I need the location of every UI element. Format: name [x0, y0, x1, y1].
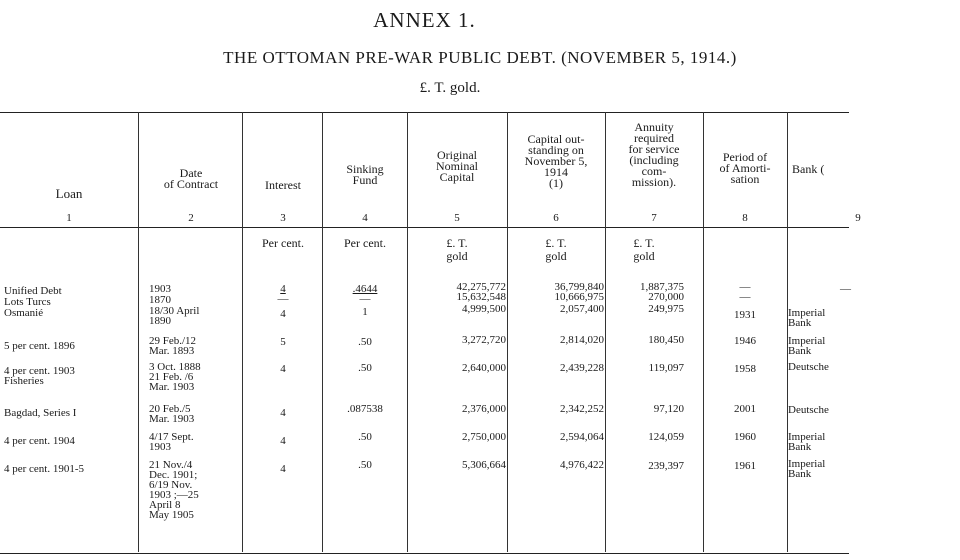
contract-date: 20 Feb./5 Mar. 1903 — [149, 403, 195, 425]
annuity: 119,097 — [648, 362, 684, 374]
loan-name: Osmanié — [4, 307, 44, 319]
amortisation-period: 2001 — [734, 403, 756, 415]
header-nominal-capital: Original Nominal Capital — [436, 148, 478, 184]
sinking-fund: .50 — [358, 459, 372, 471]
capital-outstanding: 4,976,422 — [560, 459, 604, 471]
bank: Imperial Bank — [788, 307, 826, 329]
column-number: 4 — [362, 212, 368, 224]
loan-name: Bagdad, Series I — [4, 407, 77, 419]
interest-rate: 4 — [280, 363, 286, 375]
loan-name: 4 per cent. 1903 Fisheries — [4, 365, 75, 387]
nominal-capital: 5,306,664 — [462, 459, 506, 471]
column-divider — [787, 112, 788, 552]
contract-date: 1870 — [149, 294, 171, 306]
annuity: 180,450 — [648, 334, 684, 346]
bank: Deutsche — [788, 361, 829, 373]
sinking-fund: .50 — [358, 431, 372, 443]
nominal-capital: 4,999,500 — [462, 303, 506, 315]
table-title: THE OTTOMAN PRE-WAR PUBLIC DEBT. (NOVEMBER 5, 1914.) — [223, 48, 737, 67]
amortisation-period: 1931 — [734, 309, 756, 321]
capital-outstanding: 10,666,975 — [554, 291, 604, 303]
header-date: Date of Contract — [163, 166, 219, 191]
capital-outstanding: 2,439,228 — [560, 362, 604, 374]
column-number: 6 — [553, 212, 559, 224]
nominal-capital: 2,640,000 — [462, 362, 506, 374]
unit-annuity: £. T. gold — [633, 236, 655, 263]
bank: Imperial Bank — [788, 335, 826, 357]
bank: — — [840, 283, 851, 295]
bank: Imperial Bank — [788, 458, 826, 480]
annuity: 239,397 — [648, 460, 684, 472]
amortisation-period: — — [739, 281, 751, 293]
bank: Deutsche — [788, 404, 829, 416]
header-period: Period of of Amorti- sation — [719, 150, 771, 186]
sinking-fund: .50 — [358, 362, 372, 374]
contract-date: 4/17 Sept. 1903 — [149, 431, 194, 453]
loan-name: 4 per cent. 1904 — [4, 435, 75, 447]
unit-outstanding: £. T. gold — [545, 236, 567, 263]
header-annuity: Annuity required for service (including com- mission). — [628, 120, 680, 189]
loan-name: 4 per cent. 1901-5 — [4, 463, 85, 475]
column-number: 7 — [651, 212, 657, 224]
loan-name: Lots Turcs — [4, 296, 51, 308]
annex-title: ANNEX 1. — [373, 8, 476, 32]
interest-rate: 4 — [280, 407, 286, 419]
currency-unit: £. T. gold. — [419, 80, 481, 96]
column-divider — [138, 112, 139, 552]
header-interest: Interest — [265, 178, 301, 192]
unit-interest: Per cent. — [262, 236, 304, 250]
capital-outstanding: 2,594,064 — [560, 431, 604, 443]
header-capital-outstanding: Capital out- standing on November 5, 1914 (1) — [524, 132, 588, 190]
unit-nominal: £. T. gold — [446, 236, 468, 263]
capital-outstanding: 36,799,840 — [554, 281, 604, 293]
nominal-capital: 2,750,000 — [462, 431, 506, 443]
column-number: 1 — [66, 212, 72, 224]
nominal-capital: 42,275,772 — [456, 281, 506, 293]
column-number: 3 — [280, 212, 286, 224]
header-sinking-fund: Sinking Fund — [346, 162, 384, 187]
column-divider — [242, 112, 243, 552]
sinking-fund: .087538 — [347, 403, 383, 415]
loan-name: Unified Debt — [4, 285, 62, 297]
interest-rate: 4 — [280, 435, 286, 447]
capital-outstanding: 2,057,400 — [560, 303, 604, 315]
capital-outstanding: 2,814,020 — [560, 334, 604, 346]
sinking-fund: .4644 — [352, 283, 378, 295]
column-number: 9 — [855, 212, 861, 224]
column-number: 5 — [454, 212, 460, 224]
annuity: 124,059 — [648, 431, 684, 443]
bank: Imperial Bank — [788, 431, 826, 453]
nominal-capital: 15,632,548 — [456, 291, 506, 303]
interest-rate: 4 — [280, 308, 286, 320]
interest-rate: 5 — [280, 336, 286, 348]
amortisation-period: 1946 — [734, 335, 756, 347]
nominal-capital: 3,272,720 — [462, 334, 506, 346]
column-number: 8 — [742, 212, 748, 224]
contract-date: 21 Nov./4 Dec. 1901; 6/19 Nov. 1903 ;—25 April 8 May 1905 — [149, 459, 199, 521]
annuity: 97,120 — [653, 403, 684, 415]
contract-date: 29 Feb./12 Mar. 1893 — [149, 335, 197, 357]
sinking-fund: — — [359, 293, 371, 305]
annuity: 249,975 — [648, 303, 684, 315]
unit-sinking-fund: Per cent. — [344, 236, 386, 250]
header-loan: Loan — [55, 186, 83, 201]
contract-date: 3 Oct. 1888 21 Feb. /6 Mar. 1903 — [149, 361, 201, 393]
contract-date: 18/30 April 1890 — [149, 305, 200, 327]
interest-rate: — — [277, 293, 289, 305]
table-bottom-rule — [0, 553, 849, 554]
sinking-fund: .50 — [358, 336, 372, 348]
nominal-capital: 2,376,000 — [462, 403, 506, 415]
table-top-rule — [0, 112, 849, 113]
capital-outstanding: 2,342,252 — [560, 403, 604, 415]
sinking-fund: 1 — [362, 306, 368, 318]
amortisation-period: 1961 — [734, 460, 756, 472]
amortisation-period: 1958 — [734, 363, 756, 375]
annuity: 1,887,375 — [640, 281, 684, 293]
interest-rate: 4 — [280, 283, 286, 295]
amortisation-period: — — [739, 291, 751, 303]
amortisation-period: 1960 — [734, 431, 756, 443]
column-number: 2 — [188, 212, 194, 224]
header-bank: Bank ( — [792, 162, 825, 176]
contract-date: 1903 — [149, 283, 171, 295]
annuity: 270,000 — [648, 291, 684, 303]
loan-name: 5 per cent. 1896 — [4, 340, 75, 352]
header-bottom-rule — [0, 227, 849, 228]
interest-rate: 4 — [280, 463, 286, 475]
